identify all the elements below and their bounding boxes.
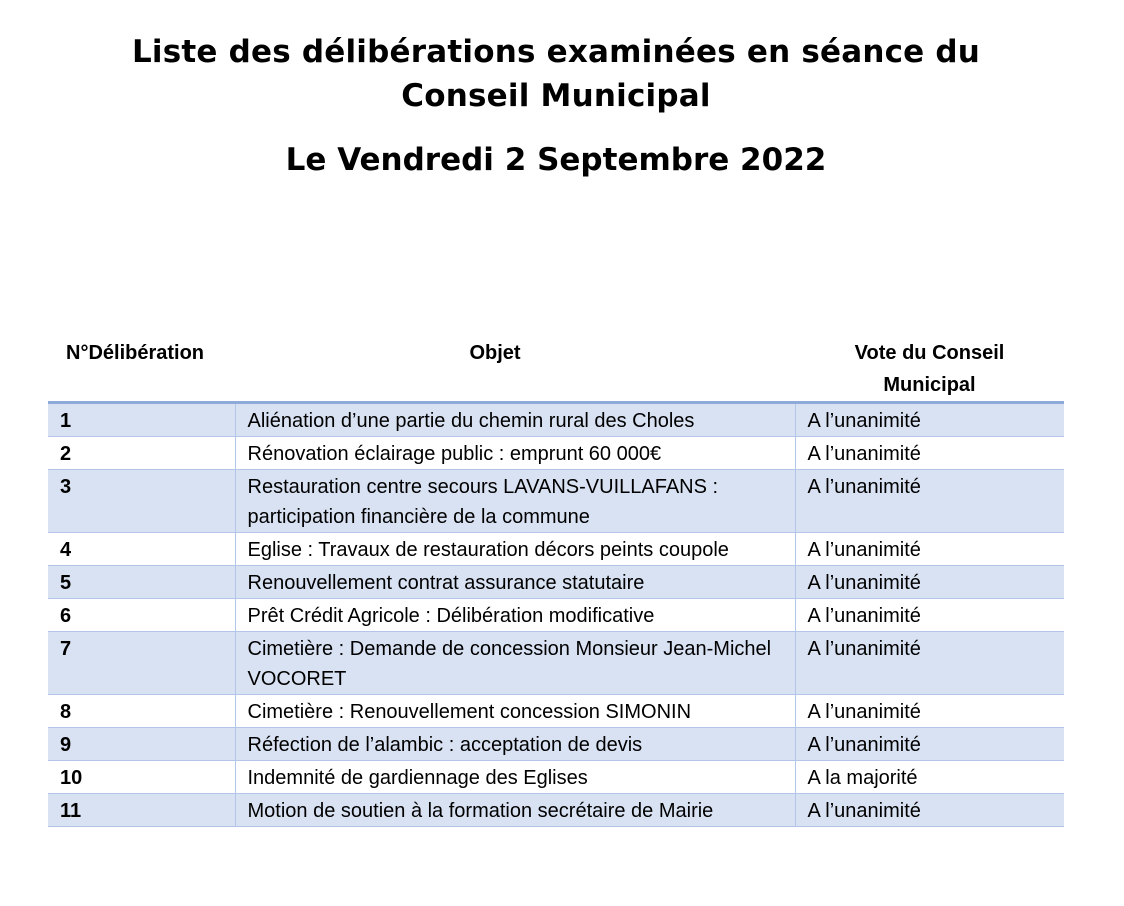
table-row <box>48 728 1064 761</box>
deliberation-number: 8 <box>48 695 235 728</box>
deliberation-vote: A l’unanimité <box>795 599 1064 632</box>
meeting-date: Le Vendredi 2 Septembre 2022 <box>285 142 827 178</box>
table-row <box>48 761 1064 794</box>
deliberation-object: Aliénation d’une partie du chemin rural des Choles <box>235 403 795 437</box>
deliberation-vote: A l’unanimité <box>795 566 1064 599</box>
deliberation-number: 10 <box>48 761 235 794</box>
deliberation-vote: A l’unanimité <box>795 728 1064 761</box>
deliberation-vote: A l’unanimité <box>795 632 1064 695</box>
table-header-row <box>48 335 1064 403</box>
deliberation-number: 2 <box>48 437 235 470</box>
deliberation-number: 9 <box>48 728 235 761</box>
deliberation-object: Restauration centre secours LAVANS-VUILLAFANS : participation financière de la commune <box>235 470 795 533</box>
table-row <box>48 533 1064 566</box>
deliberations-table <box>48 335 1064 827</box>
deliberation-number: 5 <box>48 566 235 599</box>
table-row <box>48 470 1064 533</box>
deliberation-vote: A l’unanimité <box>795 794 1064 827</box>
deliberation-object: Indemnité de gardiennage des Eglises <box>235 761 795 794</box>
table-row <box>48 403 1064 437</box>
deliberation-number: 4 <box>48 533 235 566</box>
deliberation-vote: A l’unanimité <box>795 403 1064 437</box>
deliberation-object: Cimetière : Demande de concession Monsieur Jean-Michel VOCORET <box>235 632 795 695</box>
deliberation-object: Renouvellement contrat assurance statutaire <box>235 566 795 599</box>
table-row <box>48 632 1064 695</box>
header-vote <box>795 335 1064 403</box>
deliberation-vote: A l’unanimité <box>795 437 1064 470</box>
header-object: Objet <box>469 342 521 364</box>
document-title: Liste des délibérations examinées en séance du Conseil Municipal <box>131 34 981 114</box>
deliberation-object: Motion de soutien à la formation secrétaire de Mairie <box>235 794 795 827</box>
deliberation-object: Cimetière : Renouvellement concession SIMONIN <box>235 695 795 728</box>
table-row <box>48 437 1064 470</box>
deliberation-vote: A la majorité <box>795 761 1064 794</box>
table-row <box>48 599 1064 632</box>
deliberation-object: Rénovation éclairage public : emprunt 60 000€ <box>235 437 795 470</box>
deliberation-vote: A l’unanimité <box>795 695 1064 728</box>
deliberation-number: 11 <box>48 794 235 827</box>
document-header <box>0 30 1124 182</box>
deliberation-object: Eglise : Travaux de restauration décors peints coupole <box>235 533 795 566</box>
header-number: N°Délibération <box>66 342 205 364</box>
deliberation-vote: A l’unanimité <box>795 470 1064 533</box>
deliberation-object: Réfection de l’alambic : acceptation de devis <box>235 728 795 761</box>
deliberation-number: 1 <box>48 403 235 437</box>
deliberation-number: 6 <box>48 599 235 632</box>
deliberation-object: Prêt Crédit Agricole : Délibération modificative <box>235 599 795 632</box>
deliberation-number: 7 <box>48 632 235 695</box>
table-body <box>48 403 1064 827</box>
table-row <box>48 695 1064 728</box>
table-row <box>48 566 1064 599</box>
header-vote-label: Vote du Conseil Municipal <box>854 342 1005 396</box>
deliberation-number: 3 <box>48 470 235 533</box>
table-row <box>48 794 1064 827</box>
deliberation-vote: A l’unanimité <box>795 533 1064 566</box>
